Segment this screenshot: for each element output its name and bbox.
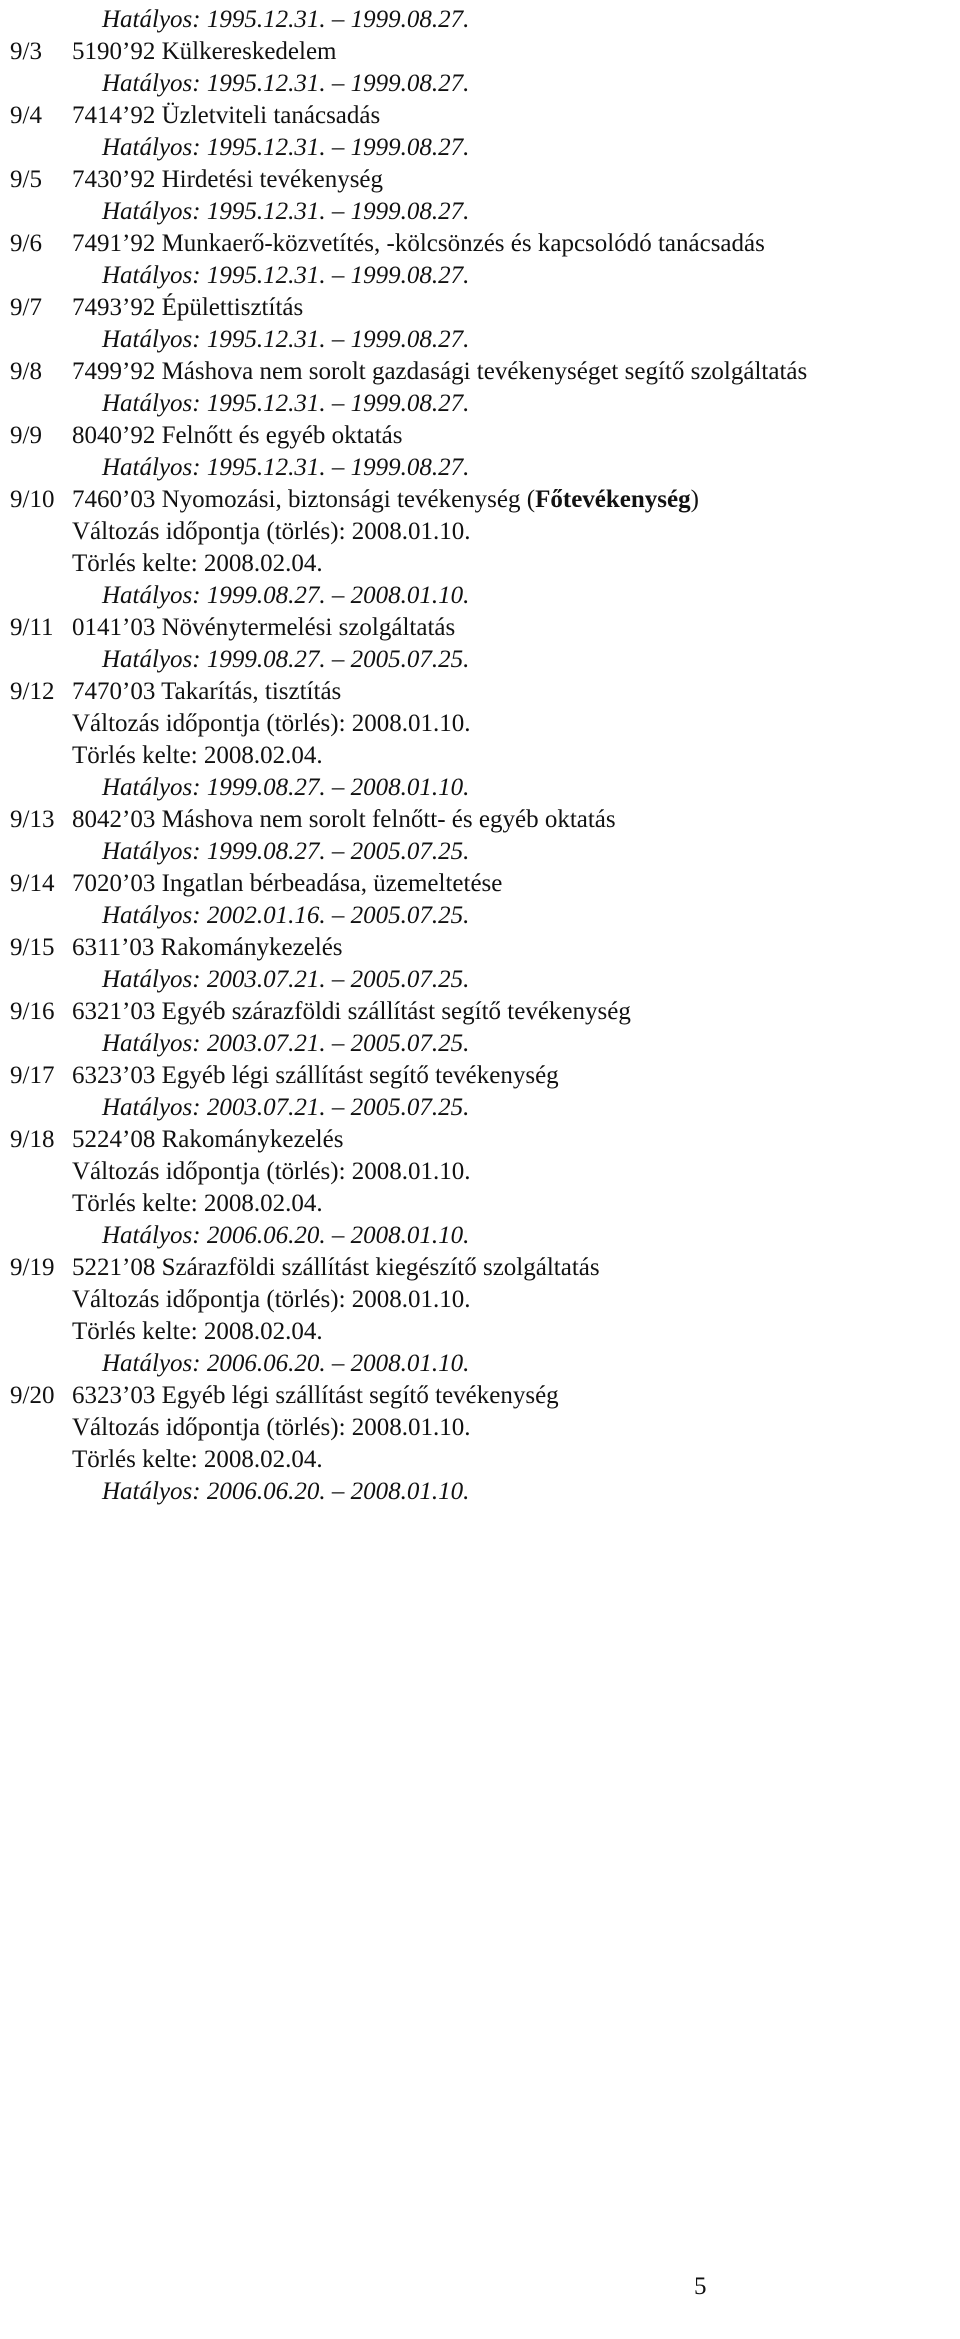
- validity-period: Hatályos: 1995.12.31. – 1999.08.27.: [102, 6, 470, 33]
- validity-period: Hatályos: 1999.08.27. – 2008.01.10.: [102, 774, 470, 801]
- entry-title-text: 8040’92 Felnőtt és egyéb oktatás: [72, 422, 403, 449]
- validity-period: Hatályos: 2006.06.20. – 2008.01.10.: [102, 1350, 470, 1377]
- entry-title: [72, 420, 403, 452]
- change-date: Változás időpontja (törlés): 2008.01.10.: [72, 710, 471, 737]
- entry-title: [72, 1124, 343, 1156]
- entry-title: [72, 484, 699, 516]
- entry-title: [72, 1060, 559, 1092]
- change-date: Változás időpontja (törlés): 2008.01.10.: [72, 1286, 471, 1313]
- entry-title-text: 7020’03 Ingatlan bérbeadása, üzemeltetése: [72, 870, 503, 897]
- validity-period: Hatályos: 1995.12.31. – 1999.08.27.: [102, 134, 470, 161]
- entry-number: 9/13: [10, 806, 55, 833]
- entry-title: [72, 932, 343, 964]
- validity-period: Hatályos: 1999.08.27. – 2005.07.25.: [102, 646, 470, 673]
- entry-title-text: 5221’08 Szárazföldi szállítást kiegészítő szolgáltatás: [72, 1254, 600, 1281]
- entry-title: [72, 1380, 559, 1412]
- entry-title: [72, 1252, 600, 1284]
- entry-title-text: 5190’92 Külkereskedelem: [72, 38, 337, 65]
- entry-number: 9/12: [10, 678, 55, 705]
- validity-period: Hatályos: 2006.06.20. – 2008.01.10.: [102, 1222, 470, 1249]
- entry-title: [72, 228, 765, 260]
- entry-title: [72, 996, 631, 1028]
- entry-title: [72, 804, 616, 836]
- entry-title: [72, 100, 380, 132]
- entry-number: 9/18: [10, 1126, 55, 1153]
- entry-title: [72, 292, 303, 324]
- validity-period: Hatályos: 1999.08.27. – 2008.01.10.: [102, 582, 470, 609]
- entry-number: 9/10: [10, 486, 55, 513]
- entry-number: 9/7: [10, 294, 42, 321]
- entry-title-text: 7460’03 Nyomozási, biztonsági tevékenység (: [72, 486, 536, 513]
- validity-period: Hatályos: 1995.12.31. – 1999.08.27.: [102, 262, 470, 289]
- validity-period: Hatályos: 1995.12.31. – 1999.08.27.: [102, 198, 470, 225]
- entry-title: [72, 36, 337, 68]
- entry-title-text: 7470’03 Takarítás, tisztítás: [72, 678, 342, 705]
- entry-title: [72, 868, 502, 900]
- entry-title-text: 5224’08 Rakománykezelés: [72, 1126, 344, 1153]
- entry-title-text: 7414’92 Üzletviteli tanácsadás: [72, 102, 381, 129]
- entry-title-text: 7491’92 Munkaerő-közvetítés, -kölcsönzés és kapcsolódó tanácsadás: [72, 230, 765, 257]
- deletion-date: Törlés kelte: 2008.02.04.: [72, 1318, 323, 1345]
- validity-period: Hatályos: 2003.07.21. – 2005.07.25.: [102, 1030, 470, 1057]
- entry-title-text: 0141’03 Növénytermelési szolgáltatás: [72, 614, 456, 641]
- change-date: Változás időpontja (törlés): 2008.01.10.: [72, 1158, 471, 1185]
- entry-number: 9/4: [10, 102, 42, 129]
- entry-title: [72, 356, 807, 388]
- deletion-date: Törlés kelte: 2008.02.04.: [72, 742, 323, 769]
- deletion-date: Törlés kelte: 2008.02.04.: [72, 550, 323, 577]
- validity-period: Hatályos: 1995.12.31. – 1999.08.27.: [102, 390, 470, 417]
- entry-title-text: 7430’92 Hirdetési tevékenység: [72, 166, 384, 193]
- change-date: Változás időpontja (törlés): 2008.01.10.: [72, 1414, 471, 1441]
- entry-title-text: 6323’03 Egyéb légi szállítást segítő tevékenység: [72, 1062, 559, 1089]
- entry-number: 9/5: [10, 166, 42, 193]
- entry-title: [72, 676, 341, 708]
- entry-number: 9/19: [10, 1254, 55, 1281]
- entry-number: 9/16: [10, 998, 55, 1025]
- validity-period: Hatályos: 1999.08.27. – 2005.07.25.: [102, 838, 470, 865]
- validity-period: Hatályos: 2006.06.20. – 2008.01.10.: [102, 1478, 470, 1505]
- validity-period: Hatályos: 1995.12.31. – 1999.08.27.: [102, 454, 470, 481]
- deletion-date: Törlés kelte: 2008.02.04.: [72, 1446, 323, 1473]
- entry-number: 9/15: [10, 934, 55, 961]
- entry-title-text: 7499’92 Máshova nem sorolt gazdasági tevékenységet segítő szolgáltatás: [72, 358, 808, 385]
- entry-title: [72, 612, 455, 644]
- page-number: 5: [694, 2273, 707, 2300]
- validity-period: Hatályos: 1995.12.31. – 1999.08.27.: [102, 326, 470, 353]
- validity-period: Hatályos: 2003.07.21. – 2005.07.25.: [102, 966, 470, 993]
- entry-title: [72, 164, 383, 196]
- validity-period: Hatályos: 2002.01.16. – 2005.07.25.: [102, 902, 470, 929]
- entry-number: 9/8: [10, 358, 42, 385]
- entry-number: 9/3: [10, 38, 42, 65]
- entry-title-suffix: ): [690, 486, 699, 513]
- entry-number: 9/17: [10, 1062, 55, 1089]
- entry-title-text: 6321’03 Egyéb szárazföldi szállítást segítő tevékenység: [72, 998, 631, 1025]
- entry-number: 9/14: [10, 870, 55, 897]
- validity-period: Hatályos: 2003.07.21. – 2005.07.25.: [102, 1094, 470, 1121]
- deletion-date: Törlés kelte: 2008.02.04.: [72, 1190, 323, 1217]
- entry-number: 9/20: [10, 1382, 55, 1409]
- entry-title-text: 6311’03 Rakománykezelés: [72, 934, 343, 961]
- entry-title-bold: Főtevékenység: [535, 486, 691, 513]
- change-date: Változás időpontja (törlés): 2008.01.10.: [72, 518, 471, 545]
- entry-number: 9/11: [10, 614, 54, 641]
- entry-number: 9/9: [10, 422, 42, 449]
- entry-title-text: 6323’03 Egyéb légi szállítást segítő tevékenység: [72, 1382, 559, 1409]
- entry-number: 9/6: [10, 230, 42, 257]
- entry-title-text: 8042’03 Máshova nem sorolt felnőtt- és egyéb oktatás: [72, 806, 616, 833]
- validity-period: Hatályos: 1995.12.31. – 1999.08.27.: [102, 70, 470, 97]
- entry-title-text: 7493’92 Épülettisztítás: [72, 294, 304, 321]
